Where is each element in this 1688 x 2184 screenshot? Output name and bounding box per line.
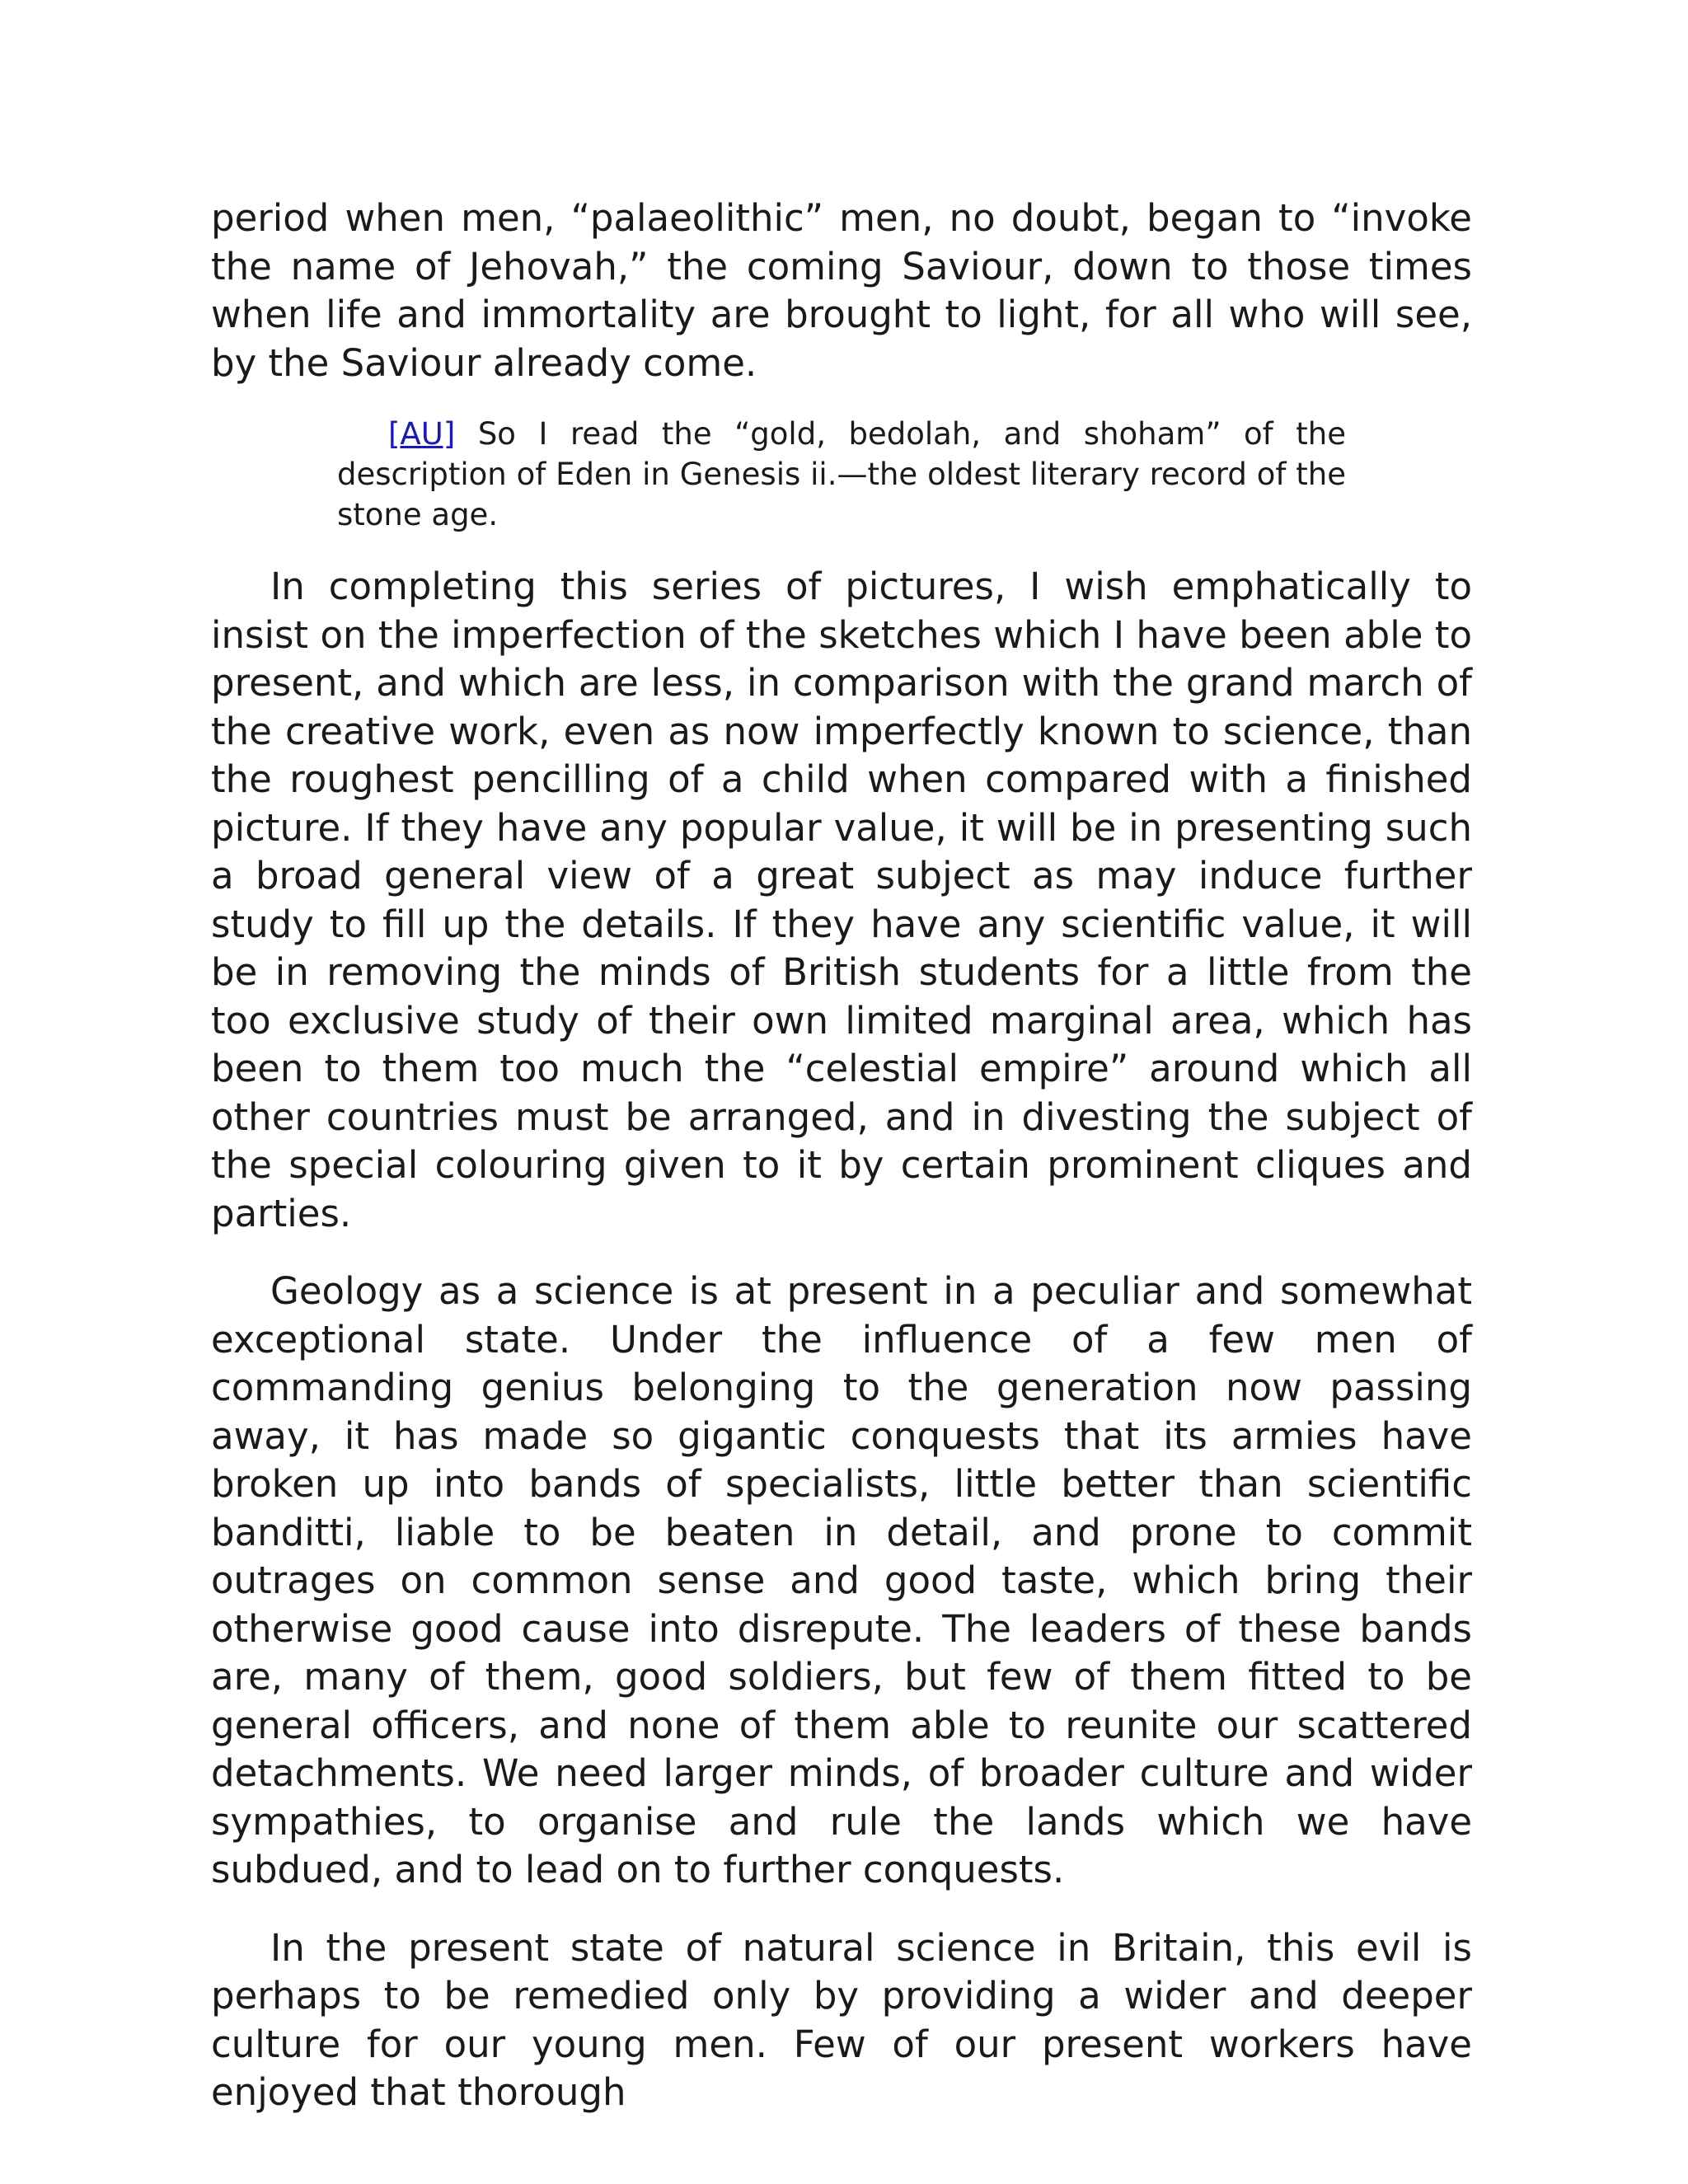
footnote-text: So I read the “gold, bedolah, and shoham” of the description of Eden in Genesis ii.—the oldest literary record of the stone age.	[337, 416, 1346, 532]
footnote	[337, 414, 1346, 535]
paragraph: In the present state of natural science in Britain, this evil is perhaps to be remedied only by providing a wider and deeper culture for our young men. Few of our present workers have enjoyed that thorough	[211, 1925, 1472, 2114]
footnote-link[interactable]: [AU]	[388, 416, 456, 452]
paragraph-continuation: period when men, “palaeolithic” men, no doubt, began to “invoke the name of Jehovah,” the coming Saviour, down to those times when life and immortality are brought to light, for all who will see, by the Saviour already come.	[211, 196, 1472, 385]
paragraph: In completing this series of pictures, I wish emphatically to insist on the imperfection of the sketches which I have been able to present, and which are less, in comparison with the grand march of the creative work, even as now imperfectly known to science, than the roughest pencilling of a child when compared with a finished picture. If they have any popular value, it will be in presenting such a broad general view of a great subject as may induce further study to fill up the details. If they have any scientific value, it will be in removing the minds of British students for a little from the too exclusive study of their own limited marginal area, which has been to them too much the “celestial empire” around which all other countries must be arranged, and in divesting the subject of the special colouring given to it by certain prominent cliques and parties.	[211, 565, 1472, 1235]
page-content	[211, 194, 1472, 2117]
paragraph: Geology as a science is at present in a peculiar and somewhat exceptional state. Under the influence of a few men of commanding genius belonging to the generation now passing away, it has made so gigantic conquests that its armies have broken up into bands of specialists, little better than scientific banditti, liable to be beaten in detail, and prone to commit outrages on common sense and good taste, which bring their otherwise good cause into disrepute. The leaders of these bands are, many of them, good soldiers, but few of them fitted to be general officers, and none of them able to reunite our scattered detachments. We need larger minds, of broader culture and wider sympathies, to organise and rule the lands which we have subdued, and to lead on to further conquests.	[211, 1269, 1472, 1891]
